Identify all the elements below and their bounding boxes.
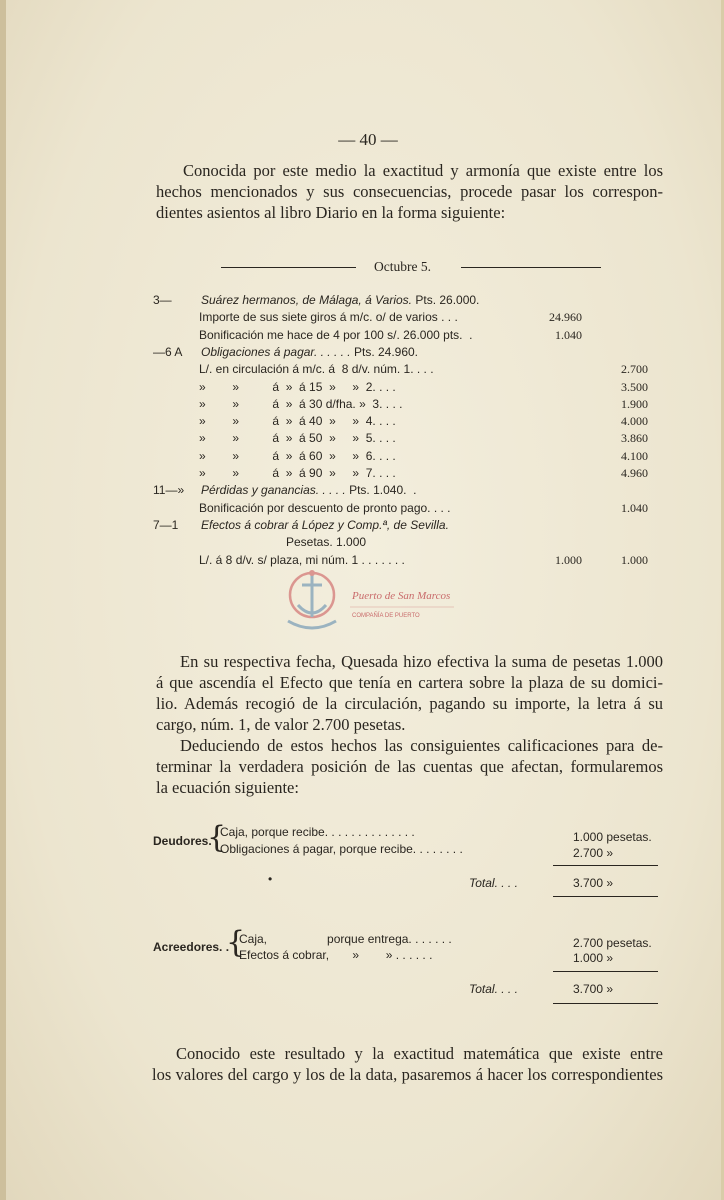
intro-paragraph <box>183 160 663 181</box>
deduction-line: la ecuación siguiente: <box>156 778 299 797</box>
ledger-entry-heading <box>201 293 479 307</box>
deduction-line: terminar la verdadera posición de las cuentas que afectan, formularemos <box>156 757 663 776</box>
ledger-credit-amount: 4.000 <box>621 414 648 429</box>
deudores-label: Deudores. <box>153 834 212 848</box>
ledger-credit-amount: 3.500 <box>621 379 648 394</box>
deudores-total-label: Total. . . . <box>469 876 518 890</box>
ledger-account-ref: —6 A <box>153 344 183 359</box>
ledger-account-ref: 3— <box>153 293 172 307</box>
ledger-credit-amount: 4.960 <box>621 466 648 480</box>
ledger-entry-amount-total: Pts. 24.960. <box>350 344 419 359</box>
anchor-icon <box>298 575 326 617</box>
acreedores-total: 3.700 » <box>573 982 614 996</box>
ledger-credit-amount: 3.860 <box>621 431 648 446</box>
ledger-entry-line <box>199 310 458 324</box>
deudores-total: 3.700 » <box>573 876 614 890</box>
ledger-entry-line <box>199 380 396 394</box>
date-rule-left <box>221 267 356 268</box>
deudores-row-amount: 2.700 » <box>573 846 614 860</box>
narrative-line: cargo, núm. 1, de valor 2.700 pesetas. <box>156 715 406 734</box>
acreedores-row-amount: 2.700 pesetas. <box>573 936 652 950</box>
ledger-entry-line <box>199 414 396 428</box>
deudores-row: Caja, porque recibe. . . . . . . . . . . . . . <box>220 825 415 839</box>
archive-stamp <box>284 563 464 643</box>
acreedores-total-rule <box>553 1003 658 1004</box>
ledger-credit-amount: 1.900 <box>621 396 648 411</box>
closing-line: los valores del cargo y los de la data, pasaremos á hacer los correspondientes <box>152 1065 663 1084</box>
deduction-paragraph <box>156 735 663 798</box>
ledger-entry-amount-total: Pts. 26.000. <box>412 293 480 307</box>
ledger-entry-text: Pérdidas y ganancias. . . . . <box>201 483 346 498</box>
acreedores-label: Acreedores. . <box>153 940 230 954</box>
ledger-entry-text: » » á » á 60 » » 6. . . . <box>199 448 396 463</box>
ledger-entry-line <box>199 431 396 445</box>
ledger-entry-line <box>199 501 451 515</box>
intro-line: hechos mencionados y sus consecuencias, procede pasar los correspon- <box>156 182 663 201</box>
ledger-credit-amount: 1.040 <box>621 500 648 515</box>
stamp-subtext: COMPAÑÍA DE PUERTO <box>352 613 420 619</box>
ledger-entry-text: » » á » á 15 » » 2. . . . <box>199 379 396 394</box>
ledger-entry-line <box>199 449 396 463</box>
ledger-entry-heading <box>201 483 416 497</box>
narrative-line: lio. Además recogió de la circulación, pagando su importe, la letra á su <box>156 694 663 713</box>
intro-paragraph-body <box>156 181 663 223</box>
ledger-credit-amount: 2.700 <box>621 362 648 377</box>
date-rule-right <box>461 267 601 268</box>
ledger-entry-text: Pesetas. 1.000 <box>286 535 367 550</box>
ledger-credit-amount: 4.100 <box>621 448 648 463</box>
closing-line: Conocido este resultado y la exactitud matemática que existe entre <box>176 1044 663 1063</box>
ledger-entry-text: Efectos á cobrar á López y Comp.ª, de Sevilla. <box>201 517 449 532</box>
ledger-entry-line <box>286 535 366 549</box>
ledger-debit-amount: 1.040 <box>555 327 582 342</box>
ledger-entry-amount-total: Pts. 1.040. . <box>345 483 417 498</box>
page-number: — 40 — <box>338 130 398 149</box>
date-heading: Octubre 5. <box>374 259 431 274</box>
ledger-account-ref: 7—1 <box>153 517 179 532</box>
stamp-text: Puerto de San Marcos <box>352 590 451 602</box>
ledger-account-ref: 11—» <box>153 483 185 498</box>
ledger-debit-amount: 1.000 <box>555 552 582 567</box>
acreedores-brace: { <box>226 925 246 960</box>
acreedores-total-label: Total. . . . <box>469 982 518 996</box>
ledger-entry-line <box>199 362 434 376</box>
deudores-brace: { <box>207 820 227 855</box>
intro-line: dientes asientos al libro Diario en la forma siguiente: <box>156 203 506 222</box>
ledger-entry-text: L/. en circulación á m/c. á 8 d/v. núm. 1. . . . <box>199 362 434 377</box>
closing-paragraph <box>152 1043 663 1085</box>
deudores-total-rule <box>553 896 658 897</box>
ledger-entry-heading <box>201 518 449 532</box>
deudores-row: Obligaciones á pagar, porque recibe. . . . . . . . <box>220 842 463 856</box>
ledger-entry-text: Bonificación me hace de 4 por 100 s/. 26.000 pts. . <box>199 327 473 342</box>
deudores-dot: • <box>268 872 273 886</box>
deduction-line: Deduciendo de estos hechos las consiguientes calificaciones para de- <box>180 736 663 755</box>
ledger-entry-text: L/. á 8 d/v. s/ plaza, mi núm. 1 . . . . . . . <box>199 552 405 567</box>
ledger-entry-line <box>199 397 402 411</box>
deudores-rule <box>553 865 658 866</box>
ledger-entry-text: » » á » á 90 » » 7. . . . <box>199 466 396 480</box>
narrative-paragraph <box>156 651 663 735</box>
narrative-line: á que ascendía el Efecto que tenía en cartera sobre la plaza de su domici- <box>156 673 663 692</box>
ledger-entry-text: Importe de sus siete giros á m/c. o/ de varios . . . <box>199 310 458 325</box>
ledger-entry-text: » » á » á 40 » » 4. . . . <box>199 414 396 429</box>
ledger-entry-line <box>199 466 396 480</box>
ledger-entry-text: » » á » á 50 » » 5. . . . <box>199 431 396 446</box>
acreedores-rule <box>553 971 658 972</box>
ledger-entry-heading <box>201 345 418 359</box>
ledger-entry-line <box>199 328 473 342</box>
narrative-line: En su respectiva fecha, Quesada hizo efectiva la suma de pesetas 1.000 <box>180 652 663 671</box>
acreedores-row-amount: 1.000 » <box>573 951 614 965</box>
ledger-entry-text: Obligaciones á pagar. . . . . . <box>201 344 351 359</box>
ledger-entry-text: » » á » á 30 d/fha. » 3. . . . <box>199 396 403 411</box>
ledger-credit-amount: 1.000 <box>621 552 648 567</box>
deudores-row-amount: 1.000 pesetas. <box>573 830 652 844</box>
acreedores-row: Caja, porque entrega. . . . . . . <box>239 932 452 946</box>
acreedores-row: Efectos á cobrar, » » . . . . . . <box>239 948 433 962</box>
ledger-entry-text: Suárez hermanos, de Málaga, á Varios. <box>201 293 413 307</box>
ledger-debit-amount: 24.960 <box>549 310 582 325</box>
intro-line: Conocida por este medio la exactitud y armonía que existe entre los <box>183 161 663 180</box>
ledger-entry-text: Bonificación por descuento de pronto pago. . . . <box>199 500 451 515</box>
